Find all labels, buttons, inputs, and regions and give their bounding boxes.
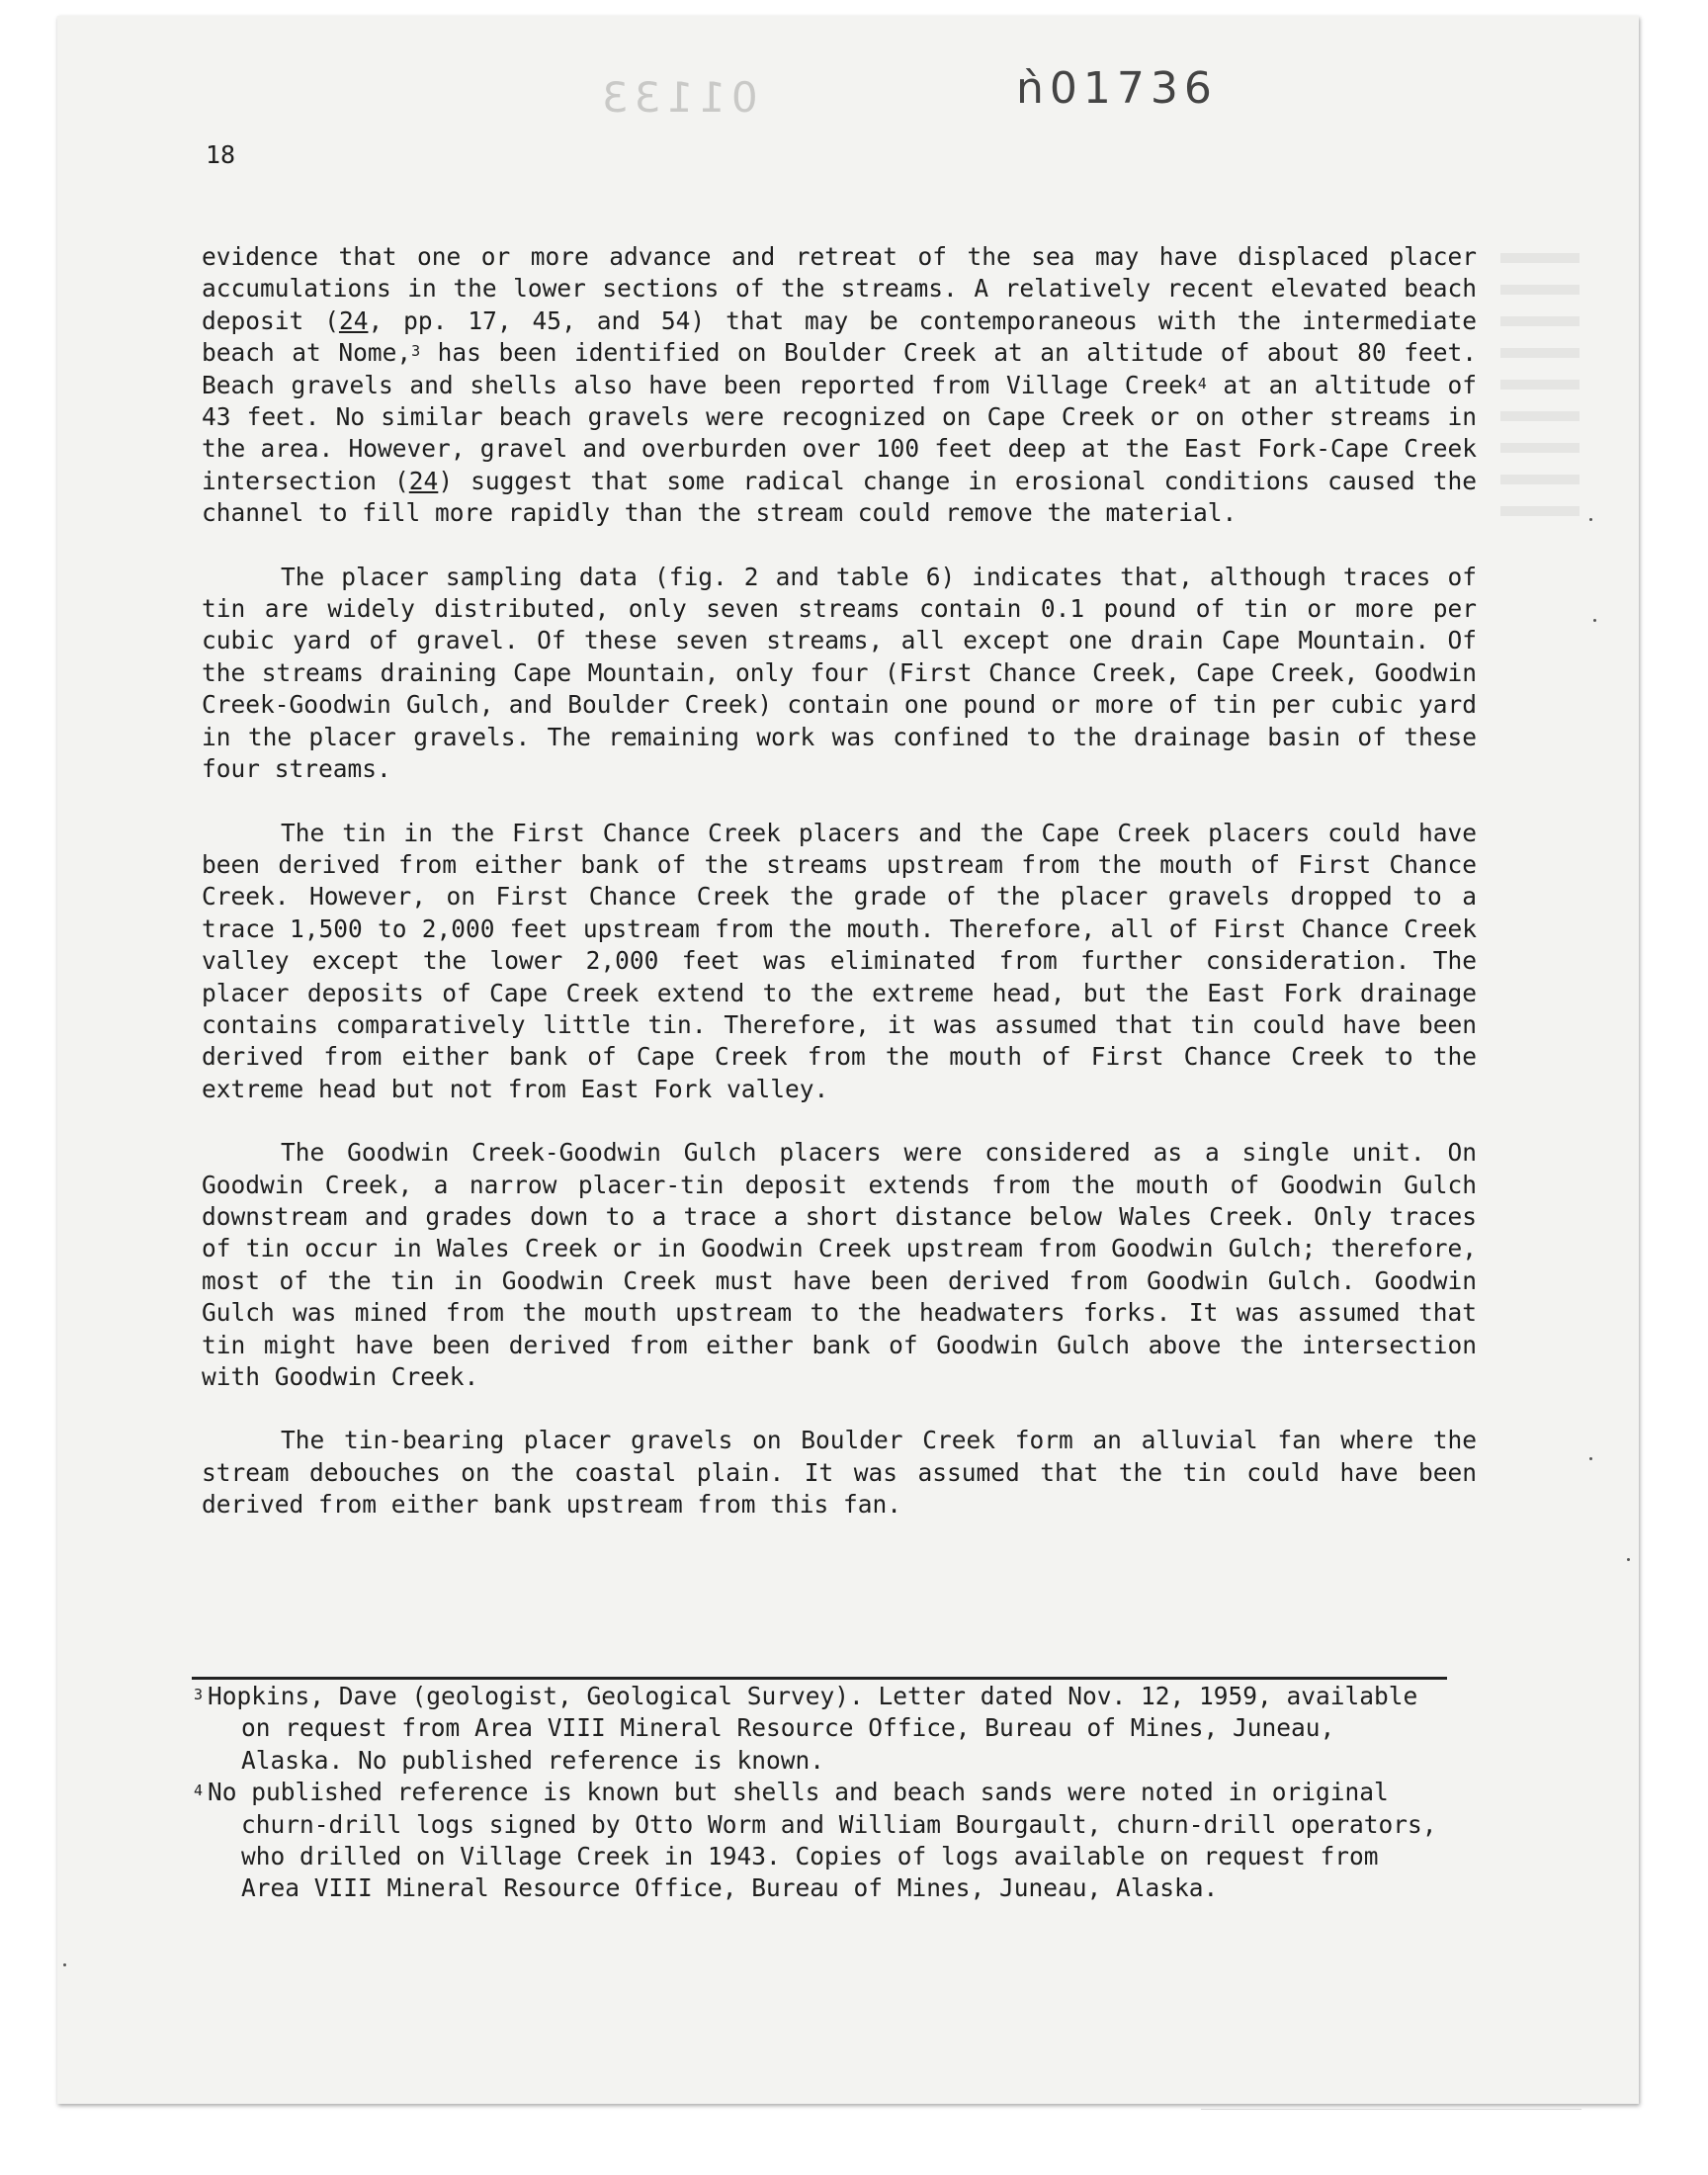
footnote-3: 3 Hopkins, Dave (geologist, Geological Survey). Letter dated Nov. 12, 1959, available on request from Area VIII Mineral Resource Office, Bureau of Mines, Juneau, Alaska. No published reference is known. bbox=[194, 1681, 1444, 1777]
scan-speck bbox=[1593, 619, 1596, 622]
paragraph-1: evidence that one or more advance and retreat of the sea may have displaced placer accumulations in the lower sections of the streams. A relatively recent elevated beach deposit (24, pp. 17, 45, and 54) that may be contemporaneous with the intermediate beach at Nome,$^3$ has been identified on Boulder Creek at an altitude of about 80 feet. Beach gravels and shells also have been reported from Village Creek$^4$ at an altitude of 43 feet. No similar beach gravels were recognized on Cape Creek or on other streams in the area. However, gravel and overburden over 100 feet deep at the East Fork-Cape Creek intersection (24) suggest that some radical change in erosional conditions caused the channel to fill more rapidly than the stream could remove the material. bbox=[202, 242, 1477, 528]
footnote-marker: 4 bbox=[1197, 374, 1207, 392]
reference-link: 24 bbox=[338, 305, 369, 335]
footnote-number: 4 bbox=[194, 1782, 204, 1800]
footnote-marker: 3 bbox=[411, 342, 421, 361]
footnote-number: 3 bbox=[194, 1686, 204, 1703]
scan-speck bbox=[1589, 518, 1592, 521]
paragraph-4: The Goodwin Creek-Goodwin Gulch placers were considered as a single unit. On Goodwin Creek, a narrow placer-tin deposit extends from the mouth of Goodwin Gulch downstream and grades down to a trace a short distance below Wales Creek. Only traces of tin occur in Wales Creek or in Goodwin Creek upstream from Goodwin Gulch; therefore, most of the tin in Goodwin Creek must have been derived from Goodwin Gulch. Goodwin Gulch was mined from the mouth upstream to the headwaters forks. It was assumed that tin might have been derived from either bank of Goodwin Gulch above the intersection with Goodwin Creek. bbox=[202, 1138, 1477, 1391]
paragraph-3: The tin in the First Chance Creek placers and the Cape Creek placers could have been derived from either bank of the streams upstream from the mouth of First Chance Creek. However, on First Chance Creek the grade of the placer gravels dropped to a trace 1,500 to 2,000 feet upstream from the mouth. Therefore, all of First Chance Creek valley except the lower 2,000 feet was eliminated from further consideration. The placer deposits of Cape Creek extend to the extreme head, but the East Fork drainage contains comparatively little tin. Therefore, it was assumed that tin could have been derived from either bank of Cape Creek from the mouth of First Chance Creek to the extreme head but not from East Fork valley. bbox=[202, 818, 1477, 1103]
paragraph-5: The tin-bearing placer gravels on Boulder Creek form an alluvial fan where the stream debouches on the coastal plain. It was assumed that the tin could have been derived from either bank upstream from this fan. bbox=[202, 1426, 1477, 1520]
footnote-4: 4 No published reference is known but shells and beach sands were noted in original churn-drill logs signed by Otto Worm and William Bourgault, churn-drill operators, who drilled on Village Creek in 1943. Copies of logs available on request from Area VIII Mineral Resource Office, Bureau of Mines, Juneau, Alaska. bbox=[194, 1777, 1444, 1905]
document-number: ǹ01736 bbox=[1016, 63, 1218, 114]
scan-speck bbox=[1589, 1457, 1592, 1460]
body-text bbox=[202, 241, 1477, 1553]
footnotes bbox=[194, 1681, 1444, 1905]
scan-edge-line bbox=[1201, 2109, 1581, 2110]
scan-speck bbox=[1627, 1558, 1630, 1561]
mirrored-stamp: 01133 bbox=[596, 73, 758, 122]
paragraph-2: The placer sampling data (fig. 2 and table 6) indicates that, although traces of tin are widely distributed, only seven streams contain 0.1 pound of tin or more per cubic yard of gravel. Of these seven streams, all except one drain Cape Mountain. Of the streams draining Cape Mountain, only four (First Chance Creek, Cape Creek, Goodwin Creek-Goodwin Gulch, and Boulder Creek) contain one pound or more of tin per cubic yard in the placer gravels. The remaining work was confined to the drainage basin of these four streams. bbox=[202, 562, 1477, 784]
scan-speck bbox=[63, 1963, 66, 1966]
reference-link: 24 bbox=[408, 466, 439, 495]
bleed-through-text bbox=[1500, 253, 1580, 530]
footnote-divider bbox=[192, 1677, 1447, 1680]
page-number: 18 bbox=[206, 140, 236, 169]
